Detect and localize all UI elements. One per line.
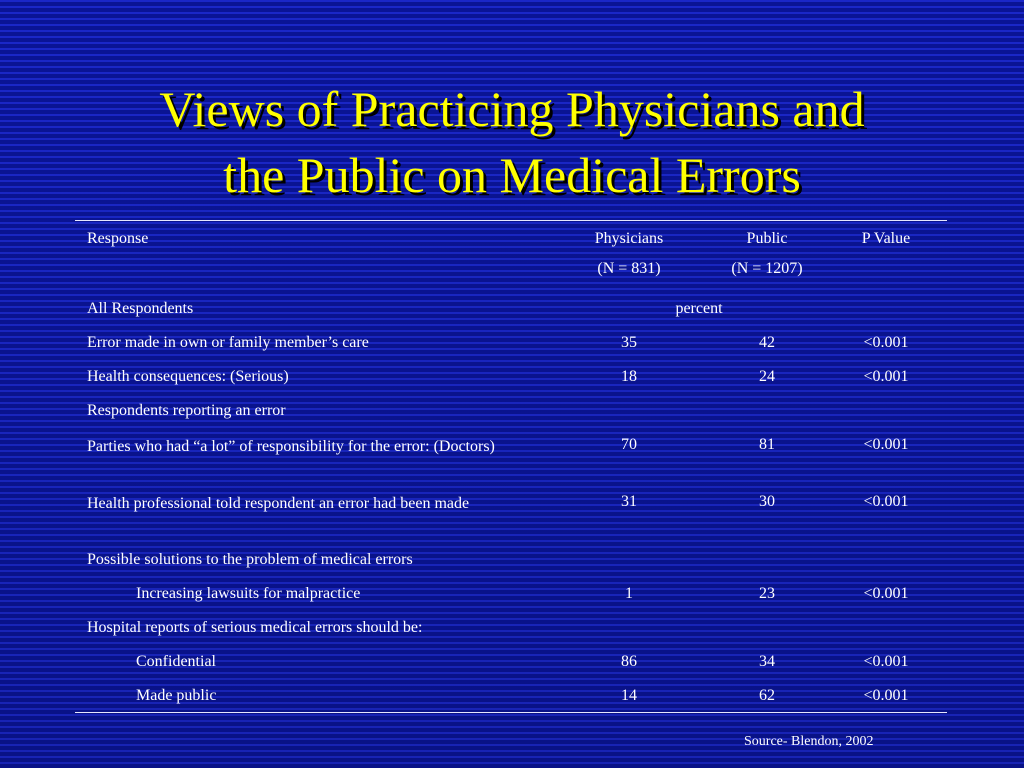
section-label: Hospital reports of serious medical errors should be: — [87, 619, 423, 636]
row-label: All Respondents — [87, 300, 194, 317]
header-physicians-n: (N = 831) — [597, 260, 661, 277]
table-bottom-rule — [75, 712, 947, 713]
p-value: <0.001 — [863, 334, 909, 351]
public-value: 30 — [759, 493, 775, 510]
public-value: 24 — [759, 368, 775, 385]
p-value: <0.001 — [863, 585, 909, 602]
physicians-value: 35 — [621, 334, 637, 351]
header-public-n: (N = 1207) — [731, 260, 803, 277]
public-value: 42 — [759, 334, 775, 351]
p-value: <0.001 — [863, 368, 909, 385]
header-public: Public — [746, 230, 788, 247]
p-value: <0.001 — [863, 653, 909, 670]
row-label: Made public — [136, 687, 217, 704]
header-response: Response — [87, 230, 149, 247]
source-citation: Source- Blendon, 2002 — [744, 734, 874, 749]
physicians-value: 86 — [621, 653, 637, 670]
percent-note: percent — [675, 300, 723, 317]
row-label: Health professional told respondent an error had been made — [87, 495, 470, 512]
physicians-value: 14 — [621, 687, 637, 704]
row-label: Health consequences: (Serious) — [87, 368, 289, 385]
section-label: Possible solutions to the problem of medical errors — [87, 551, 413, 568]
public-value: 34 — [759, 653, 775, 670]
public-value: 62 — [759, 687, 775, 704]
row-label: Parties who had “a lot” of responsibility for the error: (Doctors) — [87, 438, 495, 455]
header-physicians: Physicians — [594, 230, 664, 247]
title-line-1: Views of Practicing Physicians and — [159, 81, 865, 137]
physicians-value: 1 — [625, 585, 633, 602]
slide-title — [60, 76, 964, 208]
row-label: Increasing lawsuits for malpractice — [136, 585, 361, 602]
row-label: Confidential — [136, 653, 216, 670]
p-value: <0.001 — [863, 436, 909, 453]
p-value: <0.001 — [863, 687, 909, 704]
public-value: 23 — [759, 585, 775, 602]
public-value: 81 — [759, 436, 775, 453]
title-line-2: the Public on Medical Errors — [223, 147, 801, 203]
physicians-value: 70 — [621, 436, 637, 453]
physicians-value: 31 — [621, 493, 637, 510]
p-value: <0.001 — [863, 493, 909, 510]
section-label: Respondents reporting an error — [87, 402, 286, 419]
row-label: Error made in own or family member’s care — [87, 334, 369, 351]
physicians-value: 18 — [621, 368, 637, 385]
table-top-rule — [75, 220, 947, 221]
header-p-value: P Value — [861, 230, 911, 247]
